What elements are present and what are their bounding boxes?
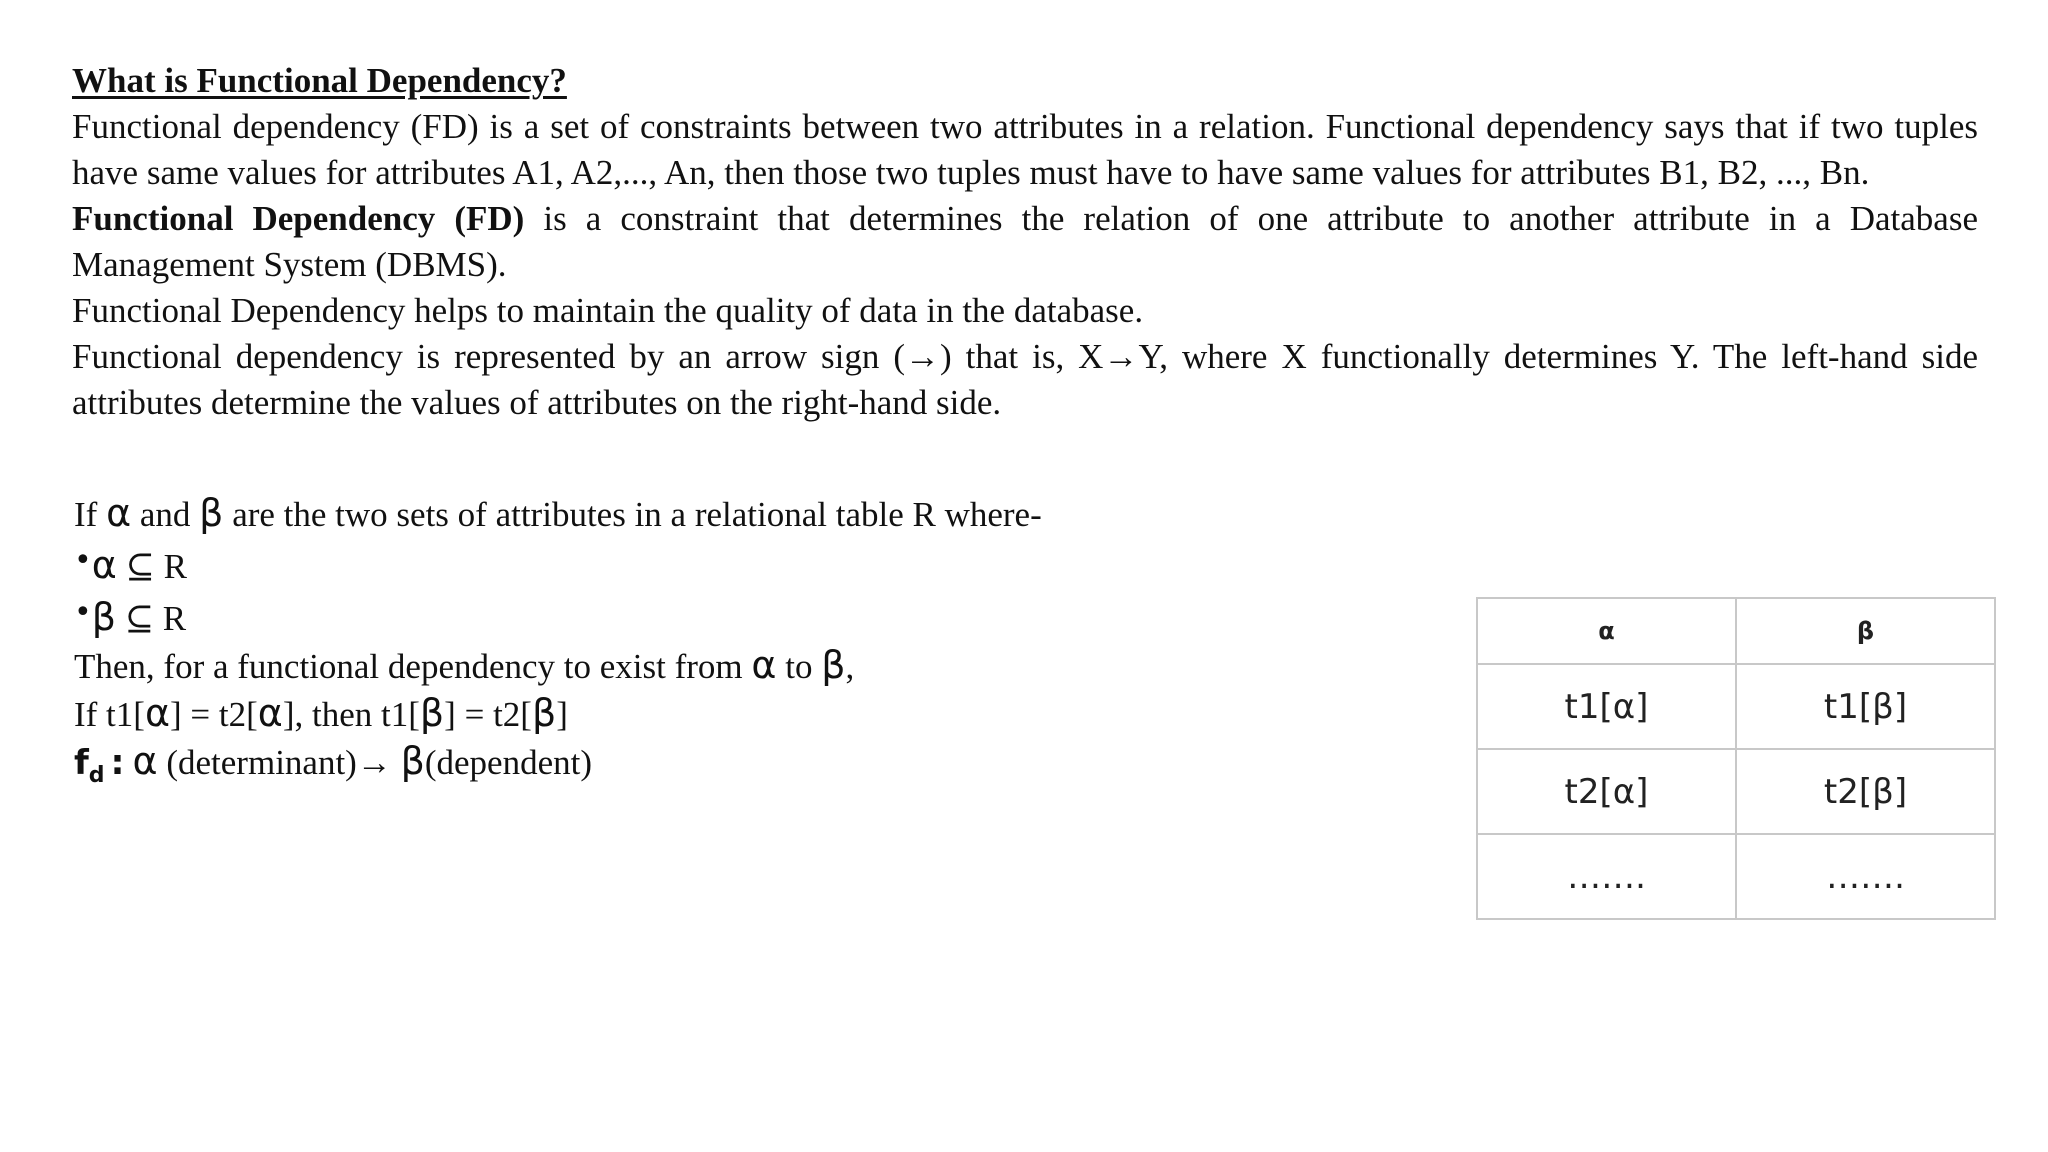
fd-bold-term: Functional Dependency (FD) (72, 199, 525, 238)
text-content (72, 58, 1978, 426)
paragraph-fd-quality: Functional Dependency helps to maintain the quality of data in the database. (72, 291, 1144, 330)
table-cell: ……. (1477, 834, 1736, 919)
definition-intro: If α and β are the two sets of attributes in a relational table R where- (74, 491, 1042, 535)
beta-symbol: β (199, 491, 224, 535)
table-cell: t1[α] (1477, 664, 1736, 749)
definition-if-condition: If t1[α] = t2[α], then t1[β] = t2[β] (74, 691, 568, 735)
fd-constraint-text: is a constraint that determines the relation of one attribute to another attribute in a Database Management System (DBMS). (72, 199, 1978, 284)
table-row (1477, 749, 1995, 834)
fd-formal-definition (74, 490, 1374, 799)
table-header-alpha: α (1477, 598, 1736, 664)
fd-example-table (1476, 597, 1996, 920)
bullet-alpha-subset: •α ⊆ R (74, 543, 187, 587)
paragraph-fd-constraint (72, 196, 1978, 288)
bullet-icon: • (74, 595, 92, 630)
table-cell: t2[α] (1477, 749, 1736, 834)
fd-notation: $f_d$ : α (determinant)→ β(dependent) (74, 739, 592, 788)
page-title: What is Functional Dependency? (72, 61, 567, 100)
table-row (1477, 834, 1995, 919)
bullet-icon: • (74, 543, 92, 578)
paragraph-fd-arrow: Functional dependency is represented by an arrow sign (→) that is, X→Y, where X functionally determines Y. The left-hand side attributes determine the values of attributes on the right-hand side. (72, 337, 1978, 422)
alpha-symbol: α (106, 491, 132, 535)
table-cell: t1[β] (1736, 664, 1995, 749)
table-row (1477, 664, 1995, 749)
bullet-beta-subset: •β ⊆ R (74, 595, 187, 639)
table-cell: ……. (1736, 834, 1995, 919)
table-header-beta: β (1736, 598, 1995, 664)
table-cell: t2[β] (1736, 749, 1995, 834)
paragraph-fd-definition: Functional dependency (FD) is a set of constraints between two attributes in a relation. Functional dependency says that if two tuples have same values for attributes A1, A2,..., An, then those two tuples must have to have same values for attributes B1, B2, ..., Bn. (72, 107, 1978, 192)
definition-then: Then, for a functional dependency to exist from α to β, (74, 643, 855, 687)
table-header-row (1477, 598, 1995, 664)
